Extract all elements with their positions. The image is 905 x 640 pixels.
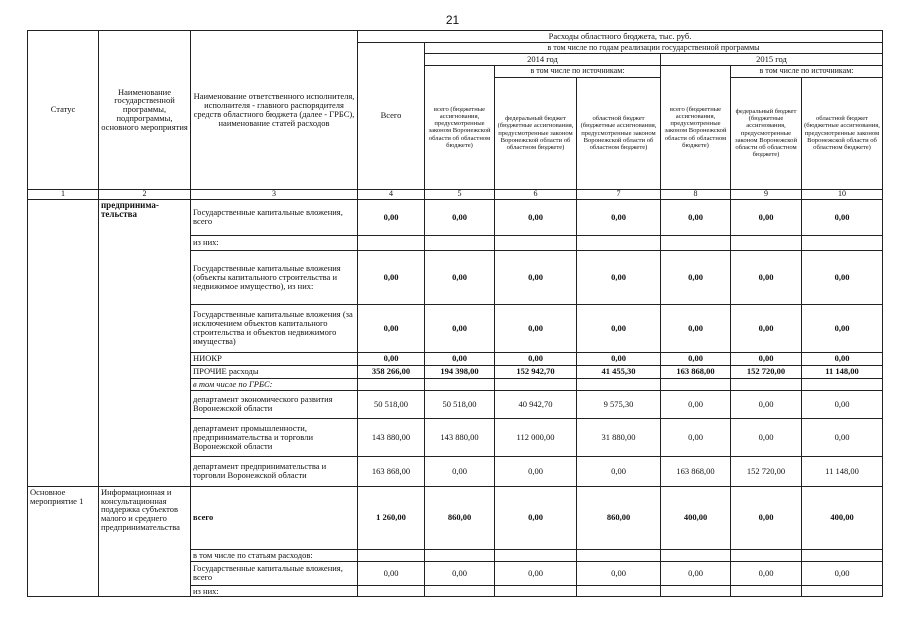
value-cell: 0,00 — [425, 199, 495, 235]
value-cell: 0,00 — [425, 304, 495, 352]
col-number: 5 — [425, 189, 495, 199]
value-cell: 860,00 — [425, 486, 495, 549]
value-cell: 9 575,30 — [577, 390, 661, 418]
value-cell: 0,00 — [358, 199, 425, 235]
value-cell: 0,00 — [577, 250, 661, 304]
status-cell-empty — [28, 199, 99, 486]
value-cell: 0,00 — [495, 250, 577, 304]
budget-table — [27, 30, 883, 597]
row-label: в том числе по ГРБС: — [191, 378, 358, 390]
value-cell: 50 518,00 — [425, 390, 495, 418]
col-number: 1 — [28, 189, 99, 199]
row-label: из них: — [191, 585, 358, 597]
col-number: 2 — [99, 189, 191, 199]
value-cell: 0,00 — [802, 352, 883, 365]
header-regional-2015: областной бюджет (бюджетные ассигнования, предусмотренные законом Воронежской области об областном бюджете) — [802, 77, 883, 189]
value-cell: 0,00 — [358, 250, 425, 304]
row-label: Государственные капитальные вложения (объекты капитального строительства и недвижимое имущество), из них: — [191, 250, 358, 304]
col-number: 7 — [577, 189, 661, 199]
value-cell: 0,00 — [661, 250, 731, 304]
page-number: 21 — [445, 13, 460, 27]
value-cell: 0,00 — [802, 199, 883, 235]
row-label: департамент экономического развития Воронежской области — [191, 390, 358, 418]
value-cell: 152 942,70 — [495, 365, 577, 378]
header-executor: Наименование ответственного исполнителя, исполнителя - главного распорядителя средств областного бюджета (далее - ГРБС), наименование статей расходов — [191, 31, 358, 190]
value-cell: 0,00 — [495, 486, 577, 549]
value-cell: 0,00 — [495, 561, 577, 585]
header-total-budget-2015: всего (бюджетные ассигнования, предусмотренные законом Воронежской области об областном бюджете) — [661, 66, 731, 189]
row-label: департамент промышленности, предпринимательства и торговли Воронежской области — [191, 418, 358, 456]
value-cell: 143 880,00 — [425, 418, 495, 456]
header-by-sources-2014: в том числе по источникам: — [495, 66, 661, 77]
value-cell: 0,00 — [495, 304, 577, 352]
value-cell: 0,00 — [661, 304, 731, 352]
row-label: департамент предпринимательства и торговли Воронежской области — [191, 456, 358, 486]
value-cell: 0,00 — [661, 199, 731, 235]
value-cell: 112 000,00 — [495, 418, 577, 456]
value-cell: 0,00 — [358, 352, 425, 365]
col-number: 6 — [495, 189, 577, 199]
value-cell: 0,00 — [425, 250, 495, 304]
header-regional-2014: областной бюджет (бюджетные ассигнования, предусмотренные законом Воронежской области об областном бюджете) — [577, 77, 661, 189]
header-year-2015: 2015 год — [661, 54, 883, 66]
col-number: 4 — [358, 189, 425, 199]
header-expenses-title: Расходы областного бюджета, тыс. руб. — [358, 31, 883, 43]
header-federal-2015: федеральный бюджет (бюджетные ассигнования, предусмотренные законом Воронежской области об областном бюджете) — [731, 77, 802, 189]
value-cell: 0,00 — [802, 561, 883, 585]
value-cell: 0,00 — [731, 418, 802, 456]
value-cell: 152 720,00 — [731, 365, 802, 378]
row-label: в том числе по статьям расходов: — [191, 549, 358, 561]
value-cell: 163 868,00 — [358, 456, 425, 486]
value-cell: 0,00 — [731, 199, 802, 235]
col-number: 9 — [731, 189, 802, 199]
value-cell: 0,00 — [802, 250, 883, 304]
value-cell: 0,00 — [425, 352, 495, 365]
header-total: Всего — [358, 42, 425, 189]
value-cell: 163 868,00 — [661, 456, 731, 486]
value-cell: 143 880,00 — [358, 418, 425, 456]
row-label: всего — [191, 486, 358, 549]
row-label: Государственные капитальные вложения (за исключением объектов капитального строительства и объектов недвижимого имущества) — [191, 304, 358, 352]
value-cell: 50 518,00 — [358, 390, 425, 418]
col-number: 3 — [191, 189, 358, 199]
value-cell: 0,00 — [731, 250, 802, 304]
header-year-2014: 2014 год — [425, 54, 661, 66]
value-cell: 860,00 — [577, 486, 661, 549]
row-label: Государственные капитальные вложения, всего — [191, 199, 358, 235]
value-cell: 0,00 — [731, 304, 802, 352]
value-cell: 41 455,30 — [577, 365, 661, 378]
row-label: НИОКР — [191, 352, 358, 365]
row-label: Государственные капитальные вложения, всего — [191, 561, 358, 585]
row-label: из них: — [191, 235, 358, 250]
value-cell: 0,00 — [661, 390, 731, 418]
header-status: Статус — [28, 31, 99, 190]
row-label: ПРОЧИЕ расходы — [191, 365, 358, 378]
header-by-years: в том числе по годам реализации государственной программы — [425, 42, 883, 53]
value-cell: 0,00 — [731, 486, 802, 549]
value-cell: 0,00 — [731, 561, 802, 585]
value-cell: 0,00 — [731, 390, 802, 418]
column-numbers-row — [28, 189, 883, 199]
value-cell: 0,00 — [577, 304, 661, 352]
table-row — [28, 199, 883, 235]
value-cell: 0,00 — [577, 199, 661, 235]
value-cell: 0,00 — [661, 418, 731, 456]
value-cell: 152 720,00 — [731, 456, 802, 486]
program-name-cell: предпринима-тельства — [99, 199, 191, 486]
value-cell: 400,00 — [661, 486, 731, 549]
value-cell: 11 148,00 — [802, 365, 883, 378]
value-cell: 0,00 — [495, 456, 577, 486]
value-cell: 163 868,00 — [661, 365, 731, 378]
value-cell: 0,00 — [425, 561, 495, 585]
value-cell: 0,00 — [802, 304, 883, 352]
col-number: 10 — [802, 189, 883, 199]
header-total-budget-2014: всего (бюджетные ассигнования, предусмотренные законом Воронежской области об областном бюджете) — [425, 66, 495, 189]
value-cell: 0,00 — [577, 456, 661, 486]
value-cell: 0,00 — [358, 304, 425, 352]
status-cell: Основное мероприятие 1 — [28, 486, 99, 597]
value-cell: 0,00 — [577, 352, 661, 365]
value-cell: 0,00 — [802, 418, 883, 456]
table-row — [28, 486, 883, 549]
value-cell: 0,00 — [802, 390, 883, 418]
value-cell: 31 880,00 — [577, 418, 661, 456]
value-cell: 194 398,00 — [425, 365, 495, 378]
value-cell: 0,00 — [577, 561, 661, 585]
value-cell: 0,00 — [358, 561, 425, 585]
program-name-cell: Информационная и консультационная поддержка субъектов малого и среднего предпринимательства — [99, 486, 191, 597]
col-number: 8 — [661, 189, 731, 199]
value-cell: 0,00 — [495, 352, 577, 365]
value-cell: 11 148,00 — [802, 456, 883, 486]
value-cell: 40 942,70 — [495, 390, 577, 418]
value-cell: 0,00 — [661, 352, 731, 365]
value-cell: 358 266,00 — [358, 365, 425, 378]
value-cell: 1 260,00 — [358, 486, 425, 549]
value-cell: 400,00 — [802, 486, 883, 549]
header-by-sources-2015: в том числе по источникам: — [731, 66, 883, 77]
value-cell: 0,00 — [661, 561, 731, 585]
value-cell: 0,00 — [425, 456, 495, 486]
header-federal-2014: федеральный бюджет (бюджетные ассигнования, предусмотренные законом Воронежской области об областном бюджете) — [495, 77, 577, 189]
value-cell: 0,00 — [495, 199, 577, 235]
header-program-name: Наименование государственной программы, подпрограммы, основного мероприятия — [99, 31, 191, 190]
value-cell: 0,00 — [731, 352, 802, 365]
